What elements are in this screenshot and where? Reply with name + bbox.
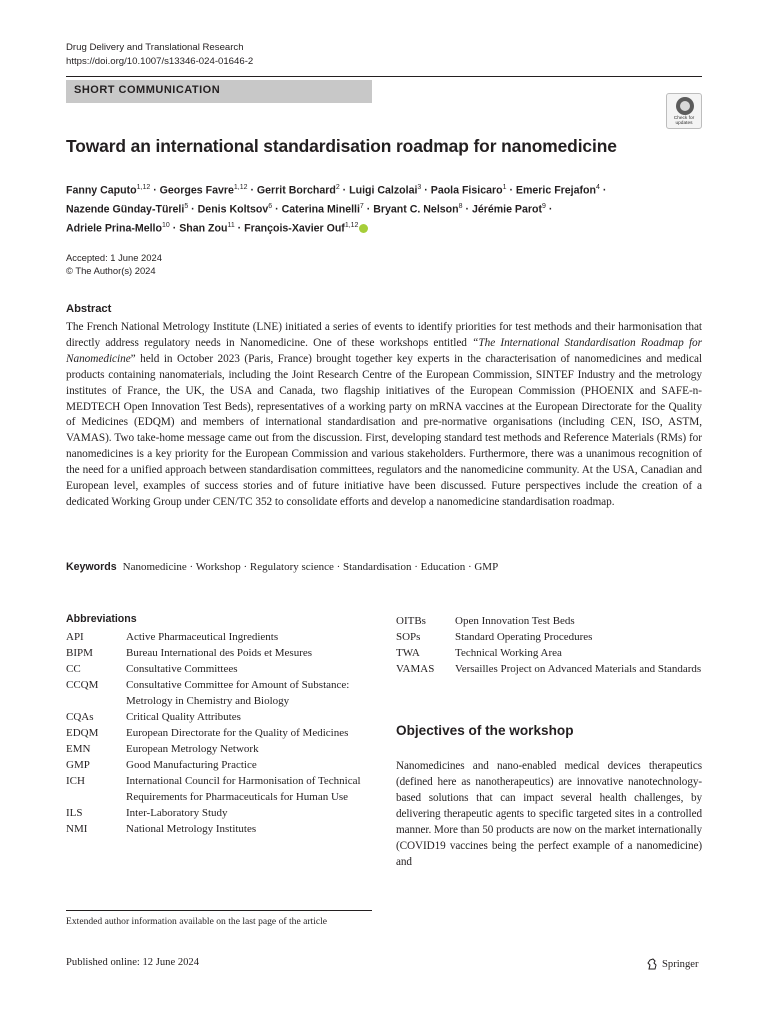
abbreviation-row: [66, 709, 366, 725]
journal-header: [66, 41, 253, 69]
abbreviation-term: OITBs: [396, 615, 426, 627]
abbreviation-row: [396, 629, 702, 645]
author-affiliation: 7: [359, 203, 364, 211]
abbreviation-term: BIPM: [66, 647, 93, 659]
author-affiliation: 2: [335, 184, 340, 191]
abbreviation-term: EDQM: [66, 727, 99, 739]
doi-link[interactable]: https://doi.org/10.1007/s13346-024-01646-2: [66, 56, 254, 67]
published-date: Published online: 12 June 2024: [66, 957, 200, 968]
abbreviation-definition: International Council for Harmonisation of Technical Requirements for Pharmaceuticals for Human Use: [126, 775, 361, 803]
abbreviation-definition: Consultative Committees: [126, 663, 238, 675]
abbreviation-term: GMP: [66, 759, 90, 771]
abbreviation-term: SOPs: [396, 631, 421, 643]
abbreviations-list-left: [66, 629, 366, 837]
check-for-updates-badge[interactable]: [666, 93, 702, 129]
abbreviation-definition: European Metrology Network: [126, 743, 259, 755]
keywords-list: Nanomedicine · Workshop · Regulatory science · Standardisation · Education · GMP: [122, 561, 499, 573]
check-updates-label: Check for updates: [673, 116, 695, 126]
orcid-icon[interactable]: [359, 224, 368, 233]
abbreviation-term: CQAs: [66, 711, 94, 723]
abbreviation-row: [66, 677, 366, 709]
author-name[interactable]: Paola Fisicaro: [430, 184, 503, 197]
abbreviation-definition: Inter-Laboratory Study: [126, 807, 228, 819]
author-name[interactable]: Denis Koltsov: [197, 203, 269, 216]
author-name[interactable]: Bryant C. Nelson: [373, 203, 459, 216]
author-affiliation: 11: [227, 222, 235, 230]
abbreviation-row: [396, 645, 702, 661]
abbreviation-row: [66, 645, 366, 661]
abbreviation-term: NMI: [66, 823, 88, 835]
abbreviation-term: EMN: [66, 743, 91, 755]
objectives-heading: Objectives of the workshop: [396, 723, 574, 738]
abbreviation-row: [66, 805, 366, 821]
abbreviation-definition: Consultative Committee for Amount of Substance: Metrology in Chemistry and Biology: [126, 679, 350, 707]
abbreviation-definition: Active Pharmaceutical Ingredients: [126, 631, 279, 643]
abbreviation-row: [66, 629, 366, 645]
author-name[interactable]: Adriele Prina-Mello: [66, 222, 162, 235]
abbreviation-row: [66, 725, 366, 741]
abstract-body: [66, 320, 702, 511]
abbreviation-row: [396, 613, 702, 629]
author-name[interactable]: Emeric Frejafon: [515, 184, 596, 197]
copyright: © The Author(s) 2024: [66, 265, 156, 276]
objectives-body: Nanomedicines and nano-enabled medical devices therapeutics (defined here as nanotherapeutics) are innovative nanotechnology-based solutions that can impact several health challenges, by delivering therapeutic agents to specific targeted sites in a controlled manner. More than 50 products are now on the market internationally (COVID19 vaccines being the perfect example of a nanomedicine) and: [396, 760, 702, 868]
section-banner: [66, 80, 372, 103]
abbreviation-row: [66, 757, 366, 773]
abbreviation-definition: Bureau International des Poids et Mesures: [126, 647, 313, 659]
workshop-title-quote: “The International Standardisation Roadmap for Nanomedicine: [66, 336, 702, 365]
journal-name: Drug Delivery and Translational Research: [66, 42, 244, 53]
update-icon: [676, 97, 694, 115]
abbreviation-row: [66, 773, 366, 805]
author-affiliation: 8: [458, 203, 463, 211]
abbreviation-definition: Open Innovation Test Beds: [455, 615, 575, 627]
abbreviation-row: [66, 661, 366, 677]
springer-horse-icon: [646, 958, 658, 970]
publisher-name: Springer: [662, 958, 699, 970]
author-name[interactable]: Georges Favre: [159, 184, 234, 197]
author-affiliation: 4: [596, 184, 600, 191]
abbreviation-term: ILS: [66, 807, 83, 819]
abbreviation-definition: Versailles Project on Advanced Materials and Standards: [455, 663, 702, 675]
abbreviation-definition: Standard Operating Procedures: [455, 631, 593, 643]
author-affiliation: 1: [502, 184, 507, 191]
abbreviation-term: API: [66, 631, 84, 643]
abbreviation-term: ICH: [66, 775, 85, 787]
article-title: Toward an international standardisation roadmap for nanomedicine: [66, 136, 617, 156]
abbreviation-row: [66, 741, 366, 757]
accepted-date: Accepted: 1 June 2024: [66, 252, 162, 263]
footnote: Extended author information available on the last page of the article: [66, 916, 328, 927]
abstract-text-1: The French National Metrology Institute (LNE) initiated a series of events to identify priorities for test methods and their harmonisation that directly address regulatory needs in Nanomedicine. One of these workshops entitled: [66, 321, 702, 349]
abbreviation-term: VAMAS: [396, 663, 435, 675]
author-affiliation: 6: [268, 203, 273, 211]
author-name[interactable]: Gerrit Borchard: [256, 184, 336, 197]
keywords: [66, 561, 498, 573]
footnote-rule: [66, 910, 372, 911]
abbreviations-heading: Abbreviations: [66, 613, 137, 625]
author-name[interactable]: François-Xavier Ouf: [244, 222, 345, 235]
author-name[interactable]: Fanny Caputo: [66, 184, 137, 197]
abbreviation-definition: Critical Quality Attributes: [126, 711, 241, 723]
article-dates: [66, 251, 162, 277]
author-affiliation: 5: [184, 203, 189, 211]
author-affiliation: 10: [161, 222, 170, 230]
abstract-text-2: ” held in October 2023 (Paris, France) brought together key experts in the characterisation of nanomedicines and medical products containing nanomaterials, including the Joint Research Centre of the European Commission, SINTEF Industry and the metrology institutes of France, the UK, the USA and Canada, two flagship initiatives of the European Commission (PHOENIX and SAFE-n-MEDTECH Open Innovation Test Beds), representatives of a working party on mRNA vaccines at the European Directorate for the Quality of Medicines (EDQM) and members of international standardisation and pre-normative organisations (including CEN, ISO, ASTM, VAMAS). Two take-home message came out from the discussion. First, developing standard test methods and Reference Materials (RMs) for nanomedicines is a key priority for the European Commission and various stakeholders. Furthermore, there was a unanimous recognition of the need for a unified approach between standardisation committees, regulators and the nanomedicine community. At the USA, Canadian and European level, examples of success stories and of future initiative have been discussed. Future perspectives include the creation of a dedicated Working Group under CEN/TC 352 to consolidate efforts and develop a nanomedicine standardisation roadmap.: [66, 352, 702, 508]
author-affiliation: 1,12: [233, 184, 248, 191]
author-name[interactable]: Jérémie Parot: [471, 203, 543, 216]
abbreviation-term: TWA: [396, 647, 420, 659]
author-affiliation: 3: [417, 184, 422, 191]
author-affiliation: 1,12: [344, 222, 359, 230]
author-list: Fanny Caputo$^{1,12}$ · Georges Favre$^{1,12}$ · Gerrit Borchard$^2$ · Luigi Calzolai$^3$ · Paola Fisicaro$^1$ · Emeric Frejafon$^4$ · Nazende Günday-Türeli$^5$ · Denis Koltsov$^6$ · Caterina Minelli$^7$ · Bryant C. Nelson$^8$ · Jérémie Parot$^9$ · Adriele Prina-Mello$^{10}$ · Shan Zou$^{11}$ · François-Xavier Ouf$^{1,12}$: [66, 184, 607, 235]
author-name[interactable]: Caterina Minelli: [281, 203, 360, 216]
author-affiliation: 1,12: [136, 184, 151, 191]
abbreviation-definition: Technical Working Area: [455, 647, 562, 659]
abbreviation-row: [66, 821, 366, 837]
abbreviation-row: [396, 661, 702, 677]
abstract-heading: Abstract: [66, 303, 112, 315]
abbreviations-list-right: [396, 613, 702, 677]
keywords-label: Keywords: [66, 561, 117, 573]
abbreviation-term: CCQM: [66, 679, 99, 691]
author-name[interactable]: Nazende Günday-Türeli: [66, 203, 185, 216]
author-name[interactable]: Luigi Calzolai: [349, 184, 418, 197]
author-affiliation: 9: [542, 203, 546, 211]
abbreviation-term: CC: [66, 663, 81, 675]
header-rule: [66, 76, 702, 77]
publisher-logo: [646, 958, 698, 970]
author-name[interactable]: Shan Zou: [179, 222, 228, 235]
section-label: SHORT COMMUNICATION: [74, 84, 221, 96]
abbreviation-definition: European Directorate for the Quality of Medicines: [126, 727, 349, 739]
abbreviation-definition: National Metrology Institutes: [126, 823, 257, 835]
abbreviation-definition: Good Manufacturing Practice: [126, 759, 257, 771]
